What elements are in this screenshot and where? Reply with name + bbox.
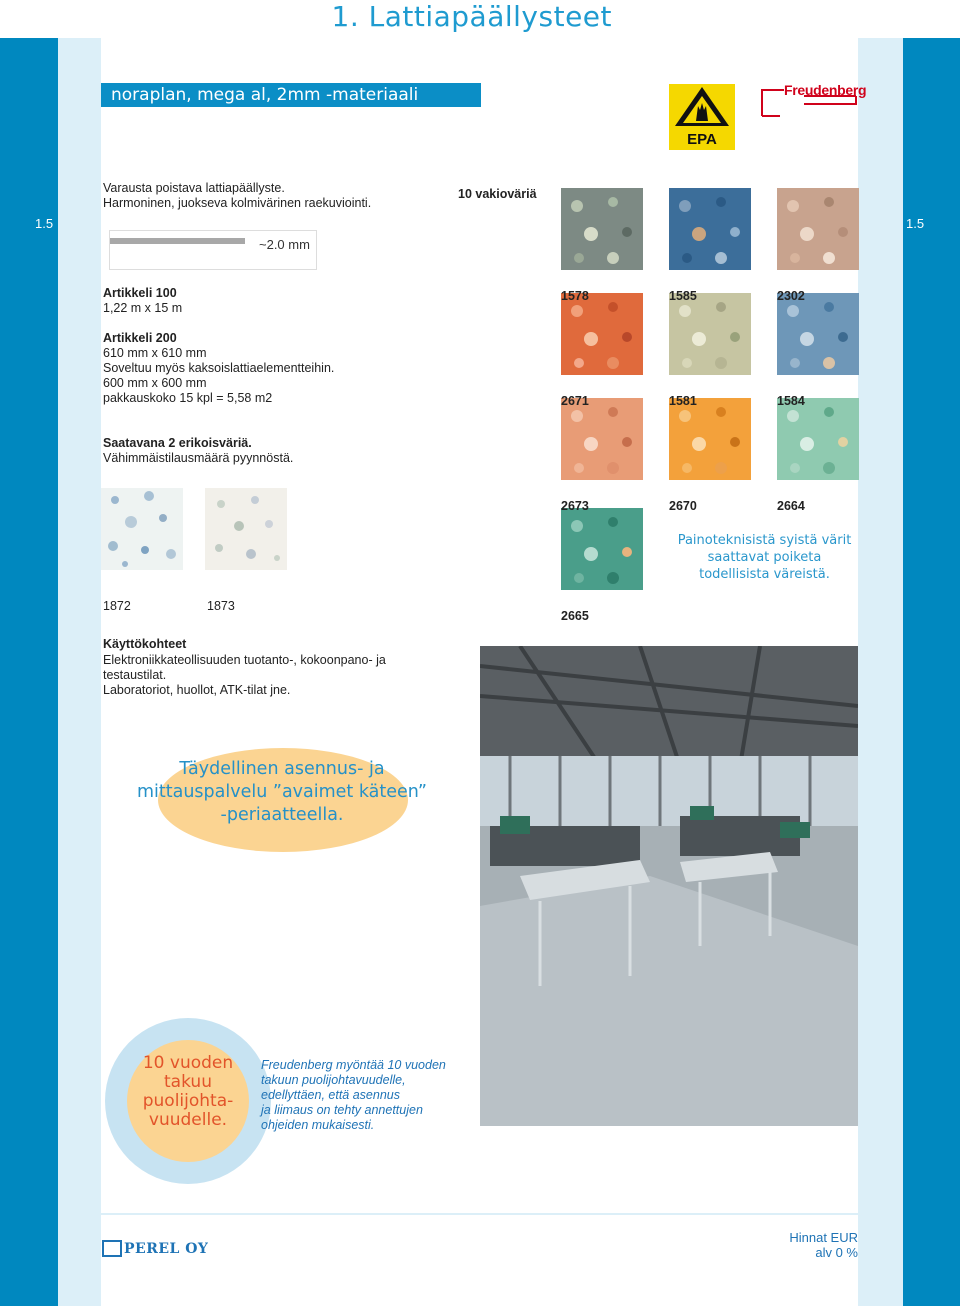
price-info <box>758 1230 858 1260</box>
warranty-line-3: edellyttäen, että asennus <box>261 1088 400 1102</box>
chip-pattern-icon <box>205 488 287 570</box>
chip-pattern-icon <box>561 293 643 375</box>
code-2671: 2671 <box>561 393 589 408</box>
usage-title: Käyttökohteet <box>103 637 187 651</box>
content-panel <box>58 38 903 1306</box>
swatch-2302 <box>777 188 859 270</box>
warranty-line-5: ohjeiden mukaisesti. <box>261 1118 375 1132</box>
code-2664: 2664 <box>777 498 805 513</box>
swatch-2670 <box>669 398 751 480</box>
warranty-line-2: takuun puolijohtavuudelle, <box>261 1073 406 1087</box>
warranty-badge-text <box>127 1054 249 1130</box>
freudenberg-label: Freudenberg <box>784 82 867 98</box>
chip-pattern-icon <box>669 398 751 480</box>
usage-line-3: Laboratoriot, huollot, ATK-tilat jne. <box>103 683 291 697</box>
warranty-line-4: ja liimaus on tehty annettujen <box>261 1103 423 1117</box>
special-code-1873: 1873 <box>207 598 235 613</box>
special-code-1872: 1872 <box>103 598 131 613</box>
epa-logo <box>669 84 735 150</box>
swatch-2665 <box>561 508 643 590</box>
chip-pattern-icon <box>561 398 643 480</box>
swatch-1581 <box>669 293 751 375</box>
service-line-3: -periaatteella. <box>220 805 344 825</box>
special-colors-note: Vähimmäistilausmäärä pyynnöstä. <box>103 451 294 465</box>
code-2302: 2302 <box>777 288 805 303</box>
warranty-badge-line-3: puolijohta- <box>142 1091 234 1111</box>
chip-pattern-icon <box>669 293 751 375</box>
section-tab-right: 1.5 <box>906 216 925 231</box>
code-2665: 2665 <box>561 608 589 623</box>
code-1584: 1584 <box>777 393 805 408</box>
price-currency: Hinnat EUR <box>789 1230 858 1245</box>
service-text <box>132 758 432 827</box>
service-line-1: Täydellinen asennus- ja <box>179 759 385 779</box>
usage-line-2: testaustilat. <box>103 668 167 682</box>
print-note-line-3: todellisista väreistä. <box>699 567 830 582</box>
code-2673: 2673 <box>561 498 589 513</box>
floor-section-icon <box>110 238 245 244</box>
warranty-badge-line-4: vuudelle. <box>148 1110 228 1130</box>
article-100-title: Artikkeli 100 <box>103 286 177 300</box>
factory-photo-icon <box>480 646 858 1126</box>
section-tab-left: 1.5 <box>35 216 54 231</box>
special-swatch-1872 <box>101 488 183 570</box>
chip-pattern-icon <box>777 293 859 375</box>
article-100-size: 1,22 m x 15 m <box>103 301 183 315</box>
price-vat: alv 0 % <box>815 1245 858 1260</box>
article-200-line-3: 600 mm x 600 mm <box>103 376 207 390</box>
warranty-line-1: Freudenberg myöntää 10 vuoden <box>261 1058 446 1072</box>
perel-logo: PEREL OY <box>124 1241 209 1257</box>
intro-line-1: Varausta poistava lattiapäällyste. <box>103 181 285 195</box>
article-200-title: Artikkeli 200 <box>103 331 177 345</box>
article-200-line-1: 610 mm x 610 mm <box>103 346 207 360</box>
thickness-indicator <box>109 230 317 270</box>
chip-pattern-icon <box>101 488 183 570</box>
factory-floor-photo <box>480 646 858 1126</box>
print-note-line-1: Painoteknisistä syistä värit <box>677 533 852 548</box>
chip-pattern-icon <box>777 188 859 270</box>
service-line-2: mittauspalvelu ”avaimet käteen” <box>136 782 427 802</box>
code-1581: 1581 <box>669 393 697 408</box>
article-200-line-2: Soveltuu myös kaksoislattiaelementteihin. <box>103 361 335 375</box>
special-swatch-1873 <box>205 488 287 570</box>
swatch-2664 <box>777 398 859 480</box>
warranty-text <box>261 1058 446 1133</box>
chip-pattern-icon <box>561 508 643 590</box>
special-colors-title: Saatavana 2 erikoisväriä. <box>103 436 252 450</box>
swatch-2673 <box>561 398 643 480</box>
chip-pattern-icon <box>669 188 751 270</box>
product-title-band: noraplan, mega al, 2mm -materiaali <box>101 83 481 107</box>
intro-line-2: Harmoninen, juokseva kolmivärinen raekuviointi. <box>103 196 372 210</box>
warranty-badge-line-1: 10 vuoden <box>142 1053 234 1073</box>
swatch-1584 <box>777 293 859 375</box>
usage-line-1: Elektroniikkateollisuuden tuotanto-, kokoonpano- ja <box>103 653 386 667</box>
swatch-1578 <box>561 188 643 270</box>
chip-pattern-icon <box>561 188 643 270</box>
standard-colors-title: 10 vakioväriä <box>458 187 537 201</box>
article-200-line-4: pakkauskoko 15 kpl = 5,58 m2 <box>103 391 273 405</box>
epa-label: EPA <box>687 131 717 148</box>
code-2670: 2670 <box>669 498 697 513</box>
code-1578: 1578 <box>561 288 589 303</box>
thickness-value: ~2.0 mm <box>259 237 310 252</box>
freudenberg-logo <box>760 82 867 126</box>
warranty-badge-line-2: takuu <box>164 1072 212 1092</box>
esd-hand-icon <box>669 84 735 130</box>
code-1585: 1585 <box>669 288 697 303</box>
swatch-2671 <box>561 293 643 375</box>
swatch-1585 <box>669 188 751 270</box>
print-color-note <box>671 528 858 588</box>
chip-pattern-icon <box>777 398 859 480</box>
perel-building-icon <box>102 1240 122 1257</box>
header-bar <box>0 0 960 38</box>
page-title: 1. Lattiapäällysteet <box>331 0 612 33</box>
print-note-line-2: saattavat poiketa <box>707 550 822 565</box>
